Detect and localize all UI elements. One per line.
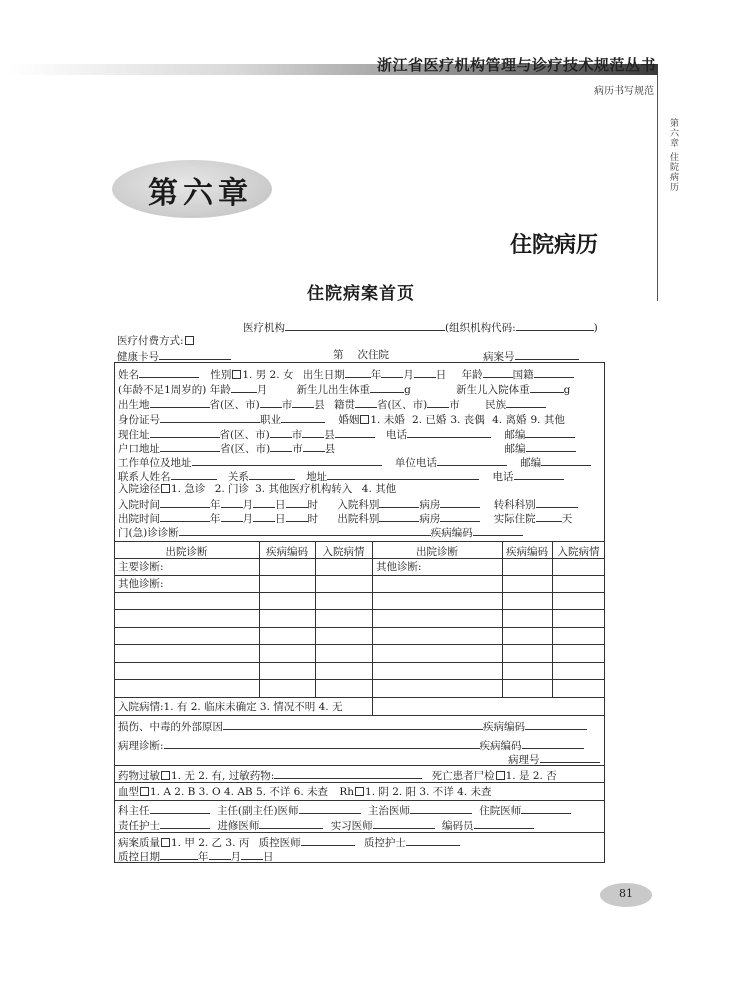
row-quality: 病案质量 1. 甲 2. 乙 3. 丙 质控医师 质控护士 (118, 835, 460, 850)
row-id-marriage: 身份证号 职业 婚姻 1. 未婚 2. 已婚 3. 丧偶 4. 离婚 9. 其他 (118, 414, 565, 426)
row-admission-route: 入院途径 1. 急诊 2. 门诊 3. 其他医疗机构转入 4. 其他 (118, 483, 397, 495)
allergy-checkbox[interactable] (161, 771, 170, 780)
row-birthplace: 出生地 省(区、市) 市 县 籍贯 省(区、市) 市 民族 (118, 397, 546, 412)
row-contact: 联系人姓名 关系 地址 电话 (118, 469, 564, 484)
page-number: 81 (619, 887, 633, 900)
side-chapter-tab: 第六章 住院病历 (668, 118, 678, 192)
table-line (114, 662, 605, 663)
side-divider (657, 75, 658, 301)
row-current-address: 现住址 省(区、市) 市 县 电话 邮编 (118, 427, 575, 442)
payment-checkbox[interactable] (185, 336, 194, 345)
row-workplace: 工作单位及地址 单位电话 邮编 (118, 455, 591, 470)
table-col-line (502, 541, 503, 697)
table-top-line (114, 541, 605, 542)
table-line (114, 609, 605, 610)
table-line (114, 679, 605, 680)
section-line (114, 765, 605, 766)
form-title: 住院病案首页 (307, 284, 415, 304)
main-diagnosis-label: 主要诊断: (118, 561, 164, 573)
section-line (114, 782, 605, 783)
row-discharge-time: 出院时间 年 月 日 时 出院科别 病房 实际住院 天 (118, 513, 573, 525)
autopsy-checkbox[interactable] (496, 771, 505, 780)
row-pathology-no: 病理号 (508, 752, 600, 767)
row-outpatient-diagnosis: 门(急)诊诊断 疾病编码 (118, 525, 523, 540)
series-title: 浙江省医疗机构管理与诊疗技术规范丛书 (376, 56, 656, 74)
th-discharge-diagnosis: 出院诊断 (165, 546, 208, 558)
row-infant-age: (年龄不足1周岁的) 年龄 月 新生儿出生体重 g 新生儿入院体重 g (118, 384, 571, 396)
table-bottom-line (114, 697, 605, 698)
row-name-gender: 姓名 性别 1. 男 2. 女 出生日期 年 月 日 年龄 国籍 (118, 367, 574, 382)
row-physicians: 科主任 主任(副主任)医师 主治医师 住院医师 (118, 803, 571, 818)
row-admission-time: 入院时间 年 月 日 时 入院科别 病房 转科科别 (118, 497, 578, 512)
th-admission-condition: 入院病情 (322, 546, 365, 558)
table-line (114, 644, 605, 645)
table-legend-line (114, 715, 605, 716)
table-col-divider (372, 541, 373, 715)
row-allergy-autopsy: 药物过敏 1. 无 2. 有, 过敏药物: 死亡患者尸检 1. 是 2. 否 (118, 770, 557, 782)
row-qc-date: 质控日期 年 月 日 (118, 851, 274, 863)
row-household-address: 户口地址 省(区、市) 市 县 邮编 (118, 441, 576, 456)
row-pathology: 病理诊断: 疾病编码 (118, 738, 584, 753)
table-col-line (259, 541, 260, 697)
rh-checkbox[interactable] (355, 787, 364, 796)
health-card-line: 健康卡号 (117, 349, 231, 364)
header-subtitle: 病历书写规范 (594, 86, 654, 97)
table-line (114, 592, 605, 593)
section-title: 住院病历 (510, 233, 599, 258)
row-nurses: 责任护士 进修医师 实习医师 编码员 (118, 818, 534, 833)
row-injury-cause: 损伤、中毒的外部原因 疾病编码 (118, 719, 587, 734)
th-admission-condition: 入院病情 (557, 546, 600, 558)
admission-condition-legend: 入院病情:1. 有 2. 临床未确定 3. 情况不明 4. 无 (118, 701, 343, 713)
quality-checkbox[interactable] (161, 838, 170, 847)
row-blood-type: 血型 1. A 2. B 3. O 4. AB 5. 不详 6. 未查 Rh 1. 阴 2. 阳 3. 不详 4. 未查 (118, 786, 492, 798)
section-line (114, 800, 605, 801)
chapter-label: 第六章 (148, 176, 253, 211)
table-line (114, 575, 605, 576)
table-col-line (315, 541, 316, 697)
case-number: 病案号 (483, 349, 579, 364)
other-diagnosis-label-left: 其他诊断: (118, 578, 164, 590)
payment-line: 医疗付费方式: (117, 335, 195, 348)
other-diagnosis-label-right: 其他诊断: (376, 561, 422, 573)
th-disease-code: 疾病编码 (506, 546, 548, 558)
section-line (114, 832, 605, 833)
table-col-line (552, 541, 553, 697)
th-disease-code: 疾病编码 (266, 546, 308, 558)
blood-checkbox[interactable] (140, 787, 149, 796)
table-line (114, 627, 605, 628)
admission-count: 第 次住院 (333, 349, 389, 361)
institution-line: 医疗机构 (组织机构代码: ) (243, 322, 598, 334)
th-discharge-diagnosis: 出院诊断 (416, 546, 458, 558)
